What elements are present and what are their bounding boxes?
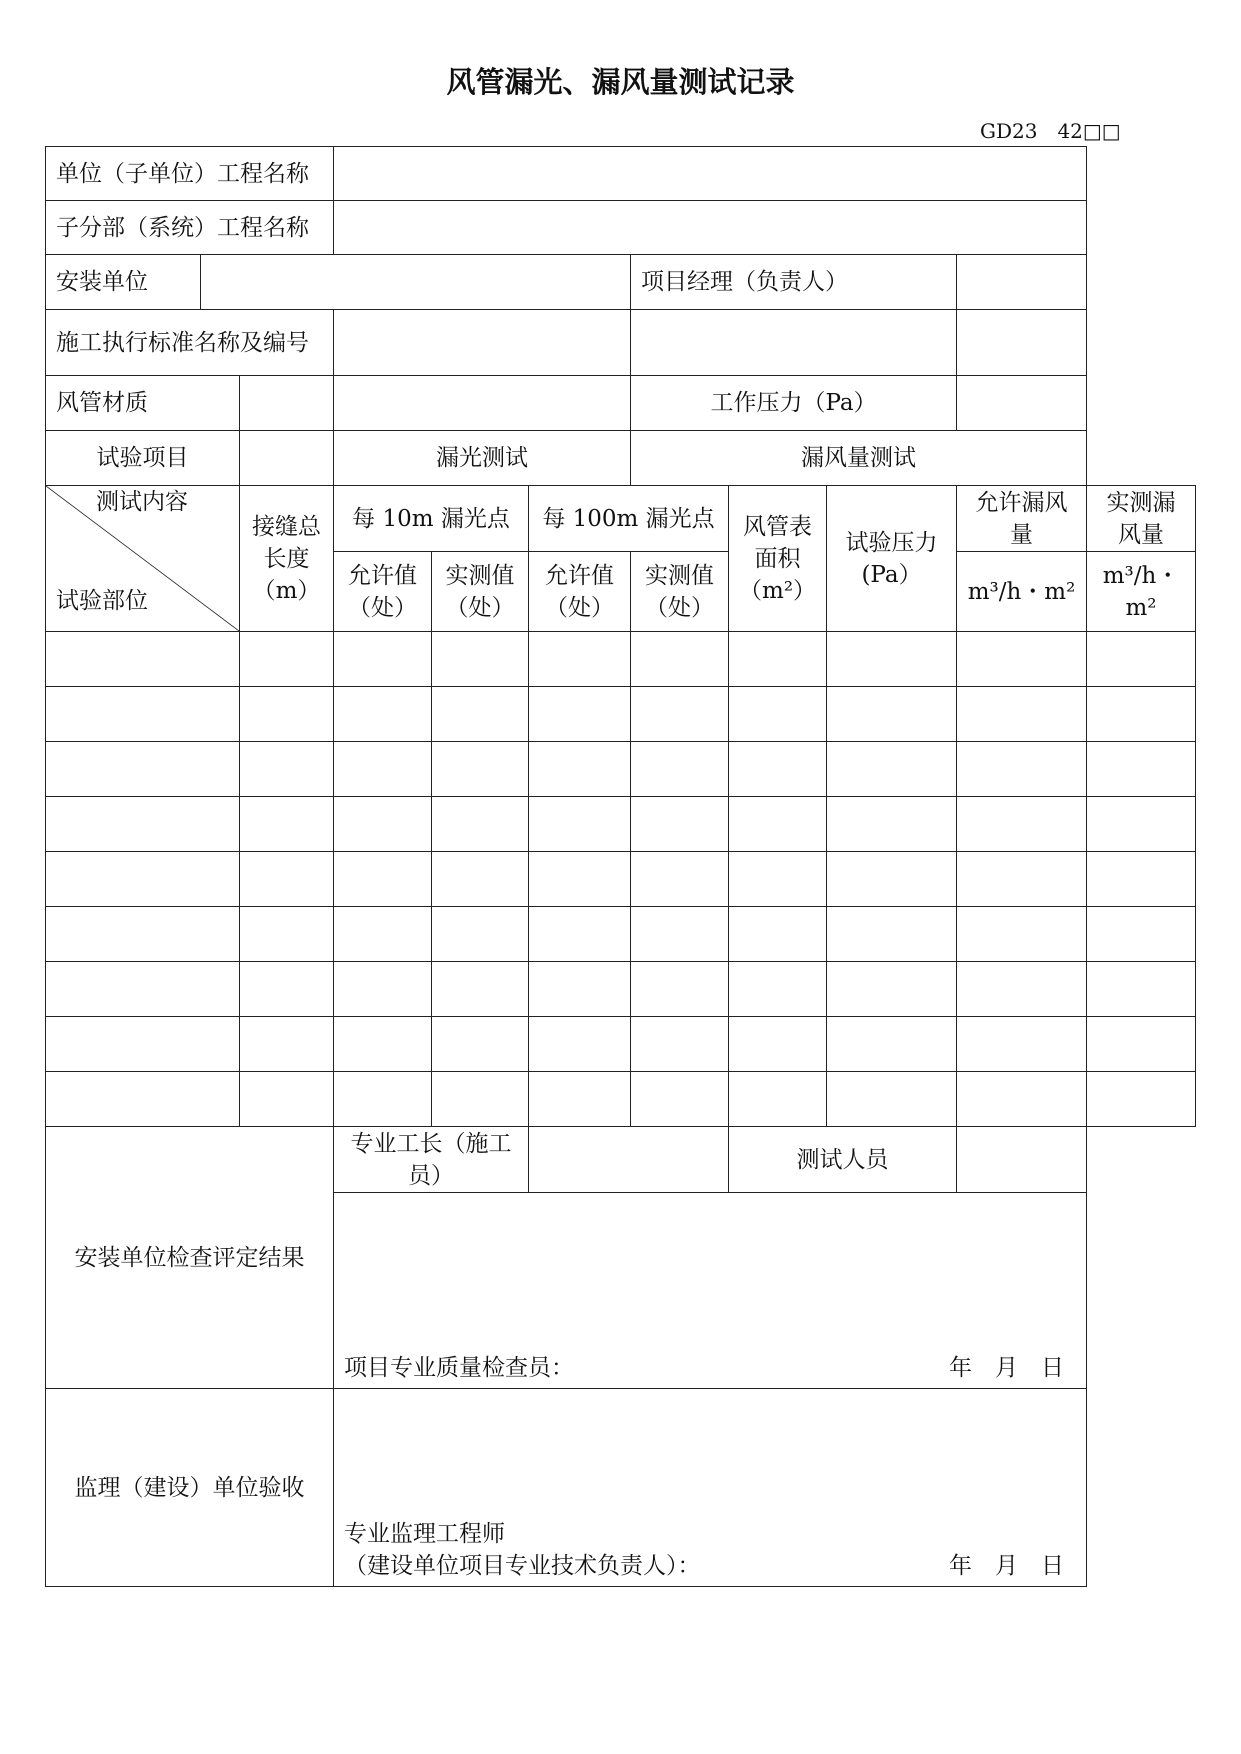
cell[interactable] bbox=[432, 907, 529, 962]
cell[interactable] bbox=[729, 962, 827, 1017]
cell[interactable] bbox=[529, 687, 631, 742]
cell[interactable] bbox=[729, 632, 827, 687]
standard-field-2[interactable] bbox=[631, 310, 957, 376]
table-row bbox=[46, 962, 1196, 1017]
cell[interactable] bbox=[1087, 742, 1196, 797]
cell[interactable] bbox=[957, 687, 1087, 742]
cell[interactable] bbox=[729, 687, 827, 742]
cell[interactable] bbox=[631, 1017, 729, 1072]
cell[interactable] bbox=[334, 907, 432, 962]
supervision-area[interactable] bbox=[334, 1389, 1087, 1587]
cell[interactable] bbox=[631, 632, 729, 687]
test-item-label: 试验项目 bbox=[46, 431, 240, 486]
supervision-date: 年 月 日 bbox=[949, 1553, 1065, 1579]
cell[interactable] bbox=[334, 1017, 432, 1072]
tester-field[interactable] bbox=[957, 1127, 1087, 1193]
cell[interactable] bbox=[729, 1072, 827, 1127]
installer-label: 安装单位 bbox=[46, 255, 201, 310]
table-row bbox=[46, 742, 1196, 797]
standard-field[interactable] bbox=[334, 310, 631, 376]
measured-count-100m: 实测值（处） bbox=[631, 552, 729, 632]
cell[interactable] bbox=[1087, 1017, 1196, 1072]
cell[interactable] bbox=[46, 962, 240, 1017]
cell[interactable] bbox=[432, 797, 529, 852]
cell[interactable] bbox=[827, 687, 957, 742]
cell[interactable] bbox=[1087, 962, 1196, 1017]
cell[interactable] bbox=[957, 1072, 1087, 1127]
work-pressure-field[interactable] bbox=[957, 376, 1087, 431]
cell[interactable] bbox=[240, 632, 334, 687]
cell[interactable] bbox=[334, 632, 432, 687]
cell[interactable] bbox=[957, 742, 1087, 797]
seam-length-label: 接缝总长度（m） bbox=[240, 486, 334, 632]
cell[interactable] bbox=[827, 1017, 957, 1072]
cell[interactable] bbox=[240, 962, 334, 1017]
cell[interactable] bbox=[827, 632, 957, 687]
cell[interactable] bbox=[529, 1017, 631, 1072]
cell[interactable] bbox=[46, 1017, 240, 1072]
cell[interactable] bbox=[240, 1072, 334, 1127]
duct-material-field[interactable] bbox=[240, 376, 334, 431]
cell[interactable] bbox=[529, 852, 631, 907]
cell[interactable] bbox=[827, 1072, 957, 1127]
per-10m-label: 每 10m 漏光点 bbox=[334, 486, 529, 552]
cell[interactable] bbox=[827, 907, 957, 962]
cell[interactable] bbox=[957, 907, 1087, 962]
cell[interactable] bbox=[631, 907, 729, 962]
cell[interactable] bbox=[729, 1017, 827, 1072]
cell[interactable] bbox=[957, 962, 1087, 1017]
page-title: 风管漏光、漏风量测试记录 bbox=[446, 65, 795, 99]
cell[interactable] bbox=[240, 852, 334, 907]
cell[interactable] bbox=[529, 962, 631, 1017]
cell[interactable] bbox=[432, 687, 529, 742]
cell[interactable] bbox=[529, 797, 631, 852]
cell[interactable] bbox=[1087, 797, 1196, 852]
cell[interactable] bbox=[334, 962, 432, 1017]
table-row bbox=[46, 852, 1196, 907]
cell[interactable] bbox=[631, 687, 729, 742]
cell[interactable] bbox=[240, 742, 334, 797]
cell[interactable] bbox=[529, 632, 631, 687]
duct-area-label: 风管表面积（m²） bbox=[729, 486, 827, 632]
cell[interactable] bbox=[1087, 632, 1196, 687]
test-content-label: 测试内容 bbox=[96, 489, 188, 515]
table-row bbox=[46, 1017, 1196, 1072]
allowed-count-10m: 允许值（处） bbox=[334, 552, 432, 632]
cell[interactable] bbox=[529, 1072, 631, 1127]
quality-inspector-label: 项目专业质量检查员： bbox=[344, 1355, 575, 1381]
cell[interactable] bbox=[240, 1017, 334, 1072]
measured-count-10m: 实测值（处） bbox=[432, 552, 529, 632]
cell[interactable] bbox=[46, 687, 240, 742]
cell[interactable] bbox=[957, 1017, 1087, 1072]
cell[interactable] bbox=[1087, 687, 1196, 742]
measured-leak-unit: m³/h・m² bbox=[1087, 552, 1196, 632]
cell[interactable] bbox=[631, 742, 729, 797]
test-part-label: 试验部位 bbox=[56, 588, 148, 614]
test-pressure-label: 试验压力(Pa） bbox=[827, 486, 957, 632]
cell[interactable] bbox=[1087, 852, 1196, 907]
cell[interactable] bbox=[46, 852, 240, 907]
data-rows bbox=[46, 632, 1196, 1127]
foreman-field[interactable] bbox=[529, 1127, 729, 1193]
per-100m-label: 每 100m 漏光点 bbox=[529, 486, 729, 552]
cell[interactable] bbox=[827, 852, 957, 907]
work-pressure-label: 工作压力（Pa） bbox=[631, 376, 957, 431]
cell[interactable] bbox=[529, 742, 631, 797]
cell[interactable] bbox=[631, 797, 729, 852]
foreman-label: 专业工长（施工员） bbox=[334, 1127, 529, 1193]
supervision-accept-label: 监理（建设）单位验收 bbox=[46, 1389, 334, 1587]
cell[interactable] bbox=[432, 962, 529, 1017]
cell[interactable] bbox=[334, 852, 432, 907]
cell[interactable] bbox=[46, 742, 240, 797]
light-leak-test-label: 漏光测试 bbox=[334, 431, 631, 486]
cell[interactable] bbox=[827, 962, 957, 1017]
measured-leak-label: 实测漏风量 bbox=[1087, 486, 1196, 552]
cell[interactable] bbox=[957, 852, 1087, 907]
cell[interactable] bbox=[1087, 907, 1196, 962]
table-row bbox=[46, 632, 1196, 687]
cell[interactable] bbox=[432, 852, 529, 907]
cell[interactable] bbox=[631, 962, 729, 1017]
cell[interactable] bbox=[631, 1072, 729, 1127]
sub-project-field[interactable] bbox=[334, 201, 1087, 255]
table-row bbox=[46, 797, 1196, 852]
project-manager-field[interactable] bbox=[957, 255, 1087, 310]
cell[interactable] bbox=[46, 632, 240, 687]
form-code: GD23 42□□ bbox=[980, 119, 1121, 143]
diagonal-header-cell bbox=[46, 486, 240, 632]
cell[interactable] bbox=[334, 742, 432, 797]
cell[interactable] bbox=[729, 852, 827, 907]
cell[interactable] bbox=[432, 632, 529, 687]
cell[interactable] bbox=[827, 797, 957, 852]
installer-field[interactable] bbox=[201, 255, 631, 310]
cell[interactable] bbox=[240, 907, 334, 962]
cell[interactable] bbox=[240, 797, 334, 852]
install-date: 年 月 日 bbox=[949, 1355, 1065, 1381]
cell[interactable] bbox=[240, 687, 334, 742]
record-table bbox=[45, 146, 1196, 1587]
cell[interactable] bbox=[631, 852, 729, 907]
cell[interactable] bbox=[334, 797, 432, 852]
supervisor-sign-block bbox=[344, 1518, 701, 1582]
cell[interactable] bbox=[729, 907, 827, 962]
tester-label: 测试人员 bbox=[729, 1127, 957, 1193]
unit-project-label: 单位（子单位）工程名称 bbox=[46, 147, 334, 201]
cell[interactable] bbox=[432, 1017, 529, 1072]
cell[interactable] bbox=[957, 797, 1087, 852]
air-leak-test-label: 漏风量测试 bbox=[631, 431, 1087, 486]
cell[interactable] bbox=[46, 907, 240, 962]
cell[interactable] bbox=[46, 1072, 240, 1127]
supervisor-line1: 专业监理工程师 bbox=[344, 1521, 506, 1547]
cell[interactable] bbox=[729, 742, 827, 797]
duct-material-label: 风管材质 bbox=[46, 376, 240, 431]
cell[interactable] bbox=[529, 907, 631, 962]
sub-project-label: 子分部（系统）工程名称 bbox=[46, 201, 334, 255]
cell[interactable] bbox=[432, 1072, 529, 1127]
cell[interactable] bbox=[827, 742, 957, 797]
cell[interactable] bbox=[334, 1072, 432, 1127]
cell[interactable] bbox=[432, 742, 529, 797]
allowed-leak-unit: m³/h・m² bbox=[957, 552, 1087, 632]
supervisor-line2: （建设单位项目专业技术负责人）： bbox=[344, 1553, 701, 1579]
allowed-leak-label: 允许漏风量 bbox=[957, 486, 1087, 552]
project-manager-label: 项目经理（负责人） bbox=[631, 255, 957, 310]
unit-project-field[interactable] bbox=[334, 147, 1087, 201]
cell[interactable] bbox=[334, 687, 432, 742]
table-row bbox=[46, 907, 1196, 962]
table-row bbox=[46, 687, 1196, 742]
cell[interactable] bbox=[1087, 1072, 1196, 1127]
cell[interactable] bbox=[46, 797, 240, 852]
test-item-blank bbox=[240, 431, 334, 486]
cell[interactable] bbox=[729, 797, 827, 852]
allowed-count-100m: 允许值（处） bbox=[529, 552, 631, 632]
duct-material-field-2[interactable] bbox=[334, 376, 631, 431]
cell[interactable] bbox=[957, 632, 1087, 687]
install-result-area[interactable] bbox=[334, 1193, 1087, 1389]
install-result-label: 安装单位检查评定结果 bbox=[46, 1127, 334, 1389]
table-row bbox=[46, 1072, 1196, 1127]
standard-field-3[interactable] bbox=[957, 310, 1087, 376]
standard-label: 施工执行标准名称及编号 bbox=[46, 310, 334, 376]
